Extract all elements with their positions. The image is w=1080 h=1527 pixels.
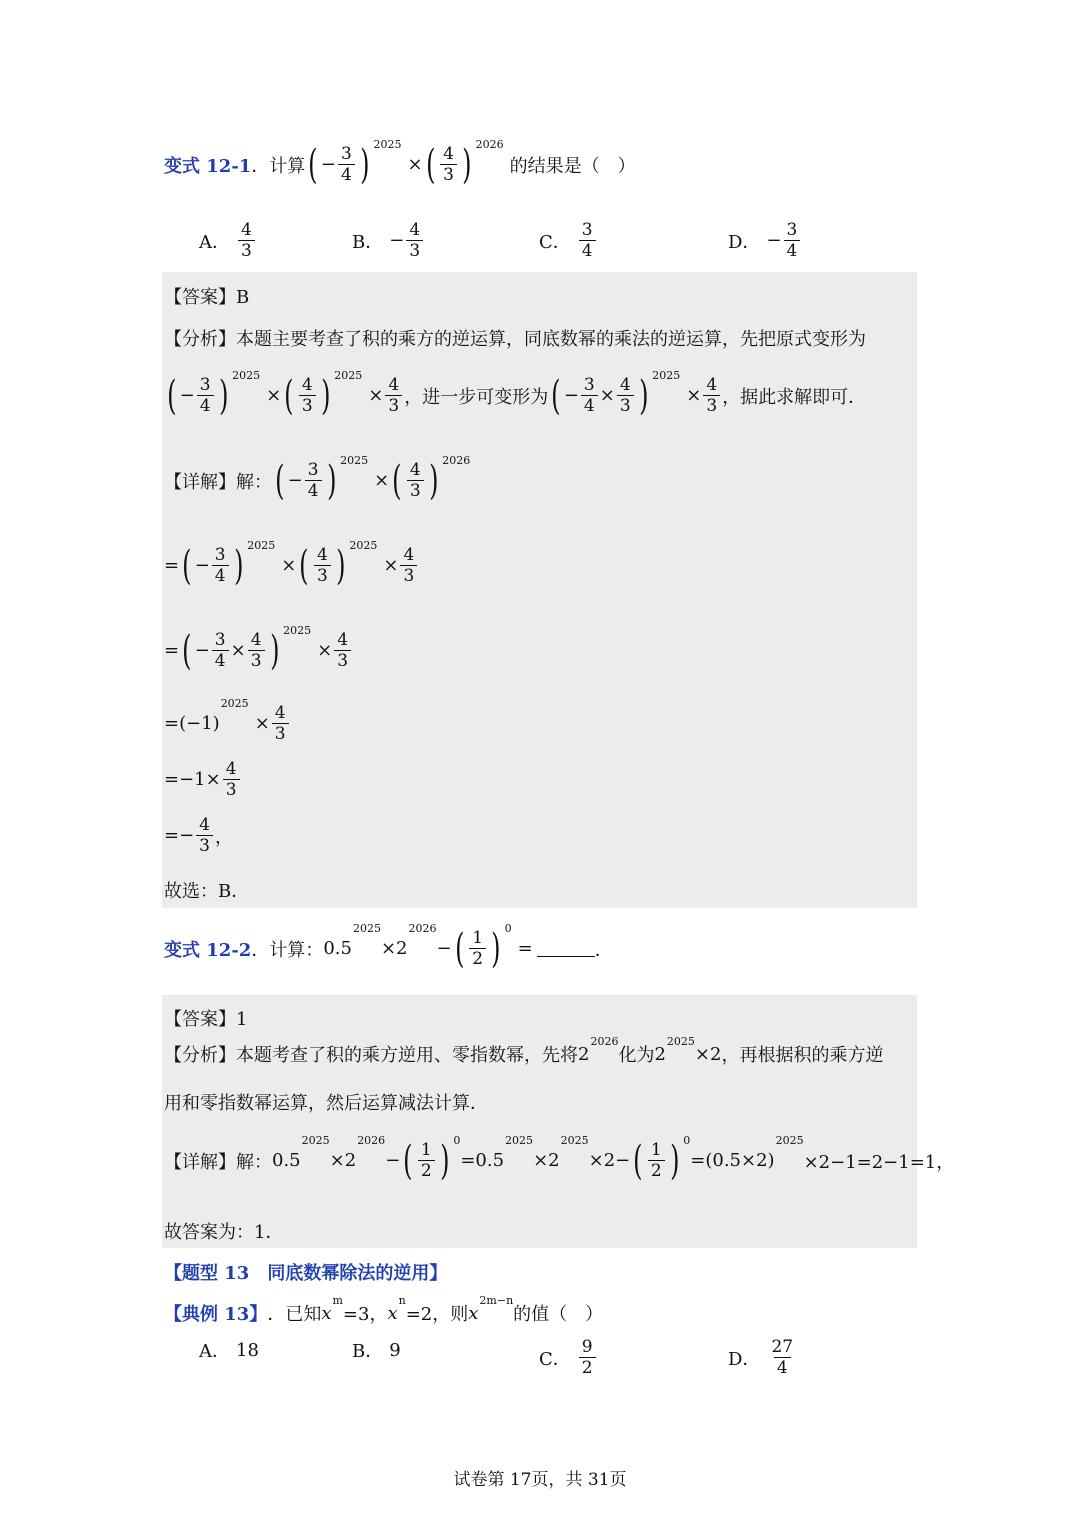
answer-line: 【答案】1 — [164, 1009, 248, 1030]
option-b[interactable]: B． − $\frac{4}{3}$ — [352, 220, 425, 261]
detail-line: 【详解】 解： ( − $\frac{3}{4}$ ) 2025 × ( $\frac{4}{3}$ ) 2026 — [164, 454, 471, 504]
topic-13-heading: 【题型 13 同底数幂除法的逆用】 — [164, 1263, 448, 1284]
detail-line: 【详解】 解： 0.5 2025 ×2 2026 − ( $\frac{1}{2}$ ) 0 = 0.5 2025 ×2 2025 ×2− ( $\frac{1}{2}$ ) 0 =(0.5×2) 2025 ×2−1=2−1=1， — [164, 1134, 955, 1184]
option-b[interactable]: B． 9 — [352, 1339, 401, 1362]
question-label: 变式 12-2 — [164, 939, 252, 961]
option-d[interactable]: D． $\frac{27}{4}$ — [728, 1337, 794, 1378]
analysis-expression: ( − $\frac{3}{4}$ ) 2025 × ( $\frac{4}{3}$ ) 2025 × $\frac{4}{3}$ ，进一步可变形为 ( − $\frac{3}{4}$ × $\frac{4}{3}$ ) 2025 × $\frac{4}{3}$ ，据此求解即可． — [167, 369, 867, 419]
example-13: 【典例 13】 ． 已知 x m =3， x n =2，则 x 2m−n 的值（ ） — [164, 1294, 604, 1325]
detail-step-5: =− $\frac{4}{3}$ ， — [164, 815, 233, 856]
answer-line: 【答案】B — [164, 287, 250, 308]
option-a[interactable]: A． 18 — [199, 1339, 259, 1362]
page-footer: 试卷第 17页，共 31页 — [453, 1470, 627, 1490]
option-c[interactable]: C． $\frac{3}{4}$ — [539, 220, 598, 261]
option-c[interactable]: C． $\frac{9}{2}$ — [539, 1337, 598, 1378]
detail-step-2: = ( − $\frac{3}{4}$ × $\frac{4}{3}$ ) 2025 × $\frac{4}{3}$ — [164, 630, 353, 671]
analysis-line-2: 用和零指数幂运算，然后运算减法计算． — [164, 1093, 488, 1114]
question-label: 变式 12-1 — [164, 155, 252, 177]
question-12-2: 变式 12-2 ． 计算： 0.5 2025 × 2 2026 − ( $\frac{1}{2}$ ) 0 = ． — [164, 922, 613, 972]
conclusion-12-1: 故选：B． — [164, 881, 250, 902]
option-a[interactable]: A． $\frac{4}{3}$ — [199, 220, 257, 261]
detail-step-4: =−1× $\frac{4}{3}$ — [164, 759, 242, 800]
conclusion-12-2: 故答案为：1． — [164, 1222, 284, 1243]
analysis-line: 【分析】 本题考查了积的乘方逆用、零指数幂，先将 2 2026 化为 2 2025 ×2 ，再根据积的乘方逆 — [164, 1035, 884, 1066]
detail-step-3: =( −1 ) 2025 × $\frac{4}{3}$ — [164, 703, 291, 744]
answer-blank[interactable] — [537, 940, 595, 957]
answer-panel-12-1 — [162, 272, 917, 908]
answer-panel-12-2 — [162, 995, 917, 1248]
analysis-line: 【分析】本题主要考查了积的乘方的逆运算，同底数幂的乘法的逆运算，先把原式变形为 — [164, 329, 866, 350]
question-12-1: 变式 12-1 ． 计算 ( − $\frac{3}{4}$ ) 2025 × ( $\frac{4}{3}$ ) 2026 的结果是（ ） — [164, 138, 636, 188]
math-expression: ( − $\frac{3}{4}$ ) 2025 × ( $\frac{4}{3}$ ) 2026 — [308, 138, 504, 188]
option-d[interactable]: D． − $\frac{3}{4}$ — [728, 220, 802, 261]
detail-step-1: = ( − $\frac{3}{4}$ ) 2025 × ( $\frac{4}{3}$ ) 2025 × $\frac{4}{3}$ — [164, 545, 419, 586]
